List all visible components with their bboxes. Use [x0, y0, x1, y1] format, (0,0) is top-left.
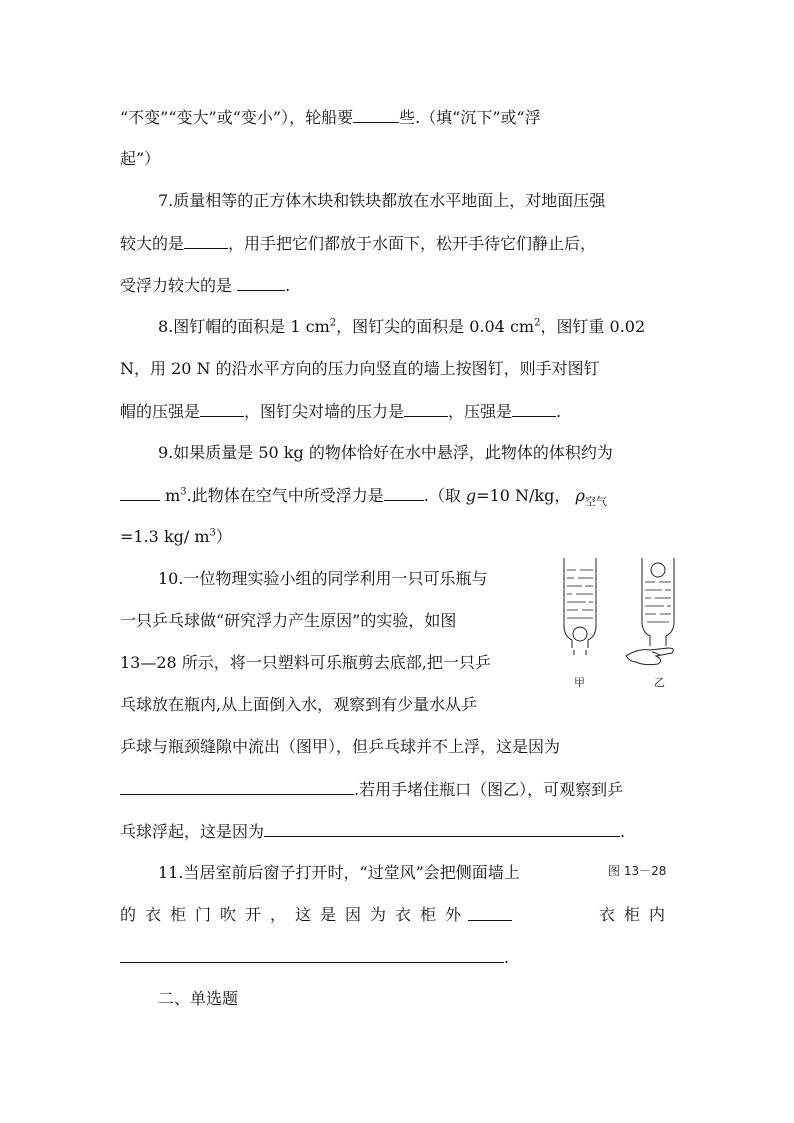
- figure-caption: 图 13－28: [608, 864, 667, 878]
- q9-line-3: =1.3 kg/ $m^3$）: [120, 527, 232, 546]
- figure-bottles: [552, 556, 682, 696]
- figure-label-yi: 乙: [654, 676, 665, 689]
- figure-label-jia: 甲: [574, 676, 585, 689]
- bottle-yi: [626, 558, 674, 665]
- answer-blank[interactable]: [200, 401, 244, 417]
- answer-blank[interactable]: [353, 107, 399, 123]
- q8-line-3: 帽的压强是 ，图钉尖对墙的压力是 ，压强是 .: [120, 402, 562, 421]
- q7-line-2: 较大的是 ，用手把它们都放于水面下，松开手待它们静止后，: [120, 234, 597, 253]
- q10-line-7: 乓球浮起，这是因为 .: [120, 822, 626, 841]
- q7-line-1: 7.质量相等的正方体木块和铁块都放在水平地面上，对地面压强: [158, 191, 606, 210]
- q10-line-6: .若用手堵住瓶口（图乙），可观察到乒: [120, 779, 623, 800]
- answer-blank[interactable]: [384, 485, 424, 501]
- answer-blank[interactable]: [404, 401, 448, 417]
- q9-line-1: 9.如果质量是 50 kg 的物体恰好在水中悬浮，此物体的体积约为: [158, 443, 613, 462]
- answer-blank[interactable]: [512, 401, 556, 417]
- q11-line-2: 的衣柜门吹开，这是因为衣柜外 衣柜内: [120, 905, 674, 924]
- q11-line-1: 11.当居室前后窗子打开时，“过堂风”会把侧面墙上: [158, 863, 520, 882]
- section-title: 二、单选题: [158, 989, 239, 1008]
- answer-blank[interactable]: [184, 233, 228, 249]
- q7-line-3: 受浮力较大的是 .: [120, 276, 291, 295]
- q6-line-2: 起”）: [120, 149, 161, 168]
- q11-line-3: .: [120, 947, 509, 968]
- q10-line-2: 一只乒乓球做“研究浮力产生原因”的实验，如图: [120, 611, 457, 630]
- q8-line-1: 8.图钉帽的面积是 1 $cm^2$，图钉尖的面积是 0.04 $cm^2$，图钉重 0.02: [158, 317, 646, 336]
- q8-line-2: N，用 20 N 的沿水平方向的压力向竖直的墙上按图钉，则手对图钉: [120, 359, 600, 378]
- answer-blank[interactable]: [264, 821, 620, 837]
- answer-blank[interactable]: [120, 947, 504, 963]
- answer-blank[interactable]: [120, 485, 160, 501]
- q9-line-2: $m^3$.此物体在空气中所受浮力是 .（取 g=10 N/kg， $\rho_{空气}$: [120, 485, 607, 506]
- q10-line-1: 10.一位物理实验小组的同学利用一只可乐瓶与: [158, 569, 488, 588]
- answer-blank[interactable]: [468, 905, 512, 921]
- q10-line-4: 乓球放在瓶内,从上面倒入水，观察到有少量水从乒: [120, 695, 478, 714]
- answer-blank[interactable]: [237, 275, 285, 291]
- q6-line-1: “不变”“变大”或“变小”），轮船要 些.（填“沉下”或“浮: [120, 108, 541, 127]
- q10-line-5: 乒球与瓶颈缝隙中流出（图甲），但乒乓球并不上浮，这是因为: [120, 737, 561, 756]
- answer-blank[interactable]: [120, 779, 354, 795]
- q10-line-3: 13—28 所示，将一只塑料可乐瓶剪去底部,把一只乒: [120, 653, 491, 672]
- bottle-jia: [564, 558, 596, 655]
